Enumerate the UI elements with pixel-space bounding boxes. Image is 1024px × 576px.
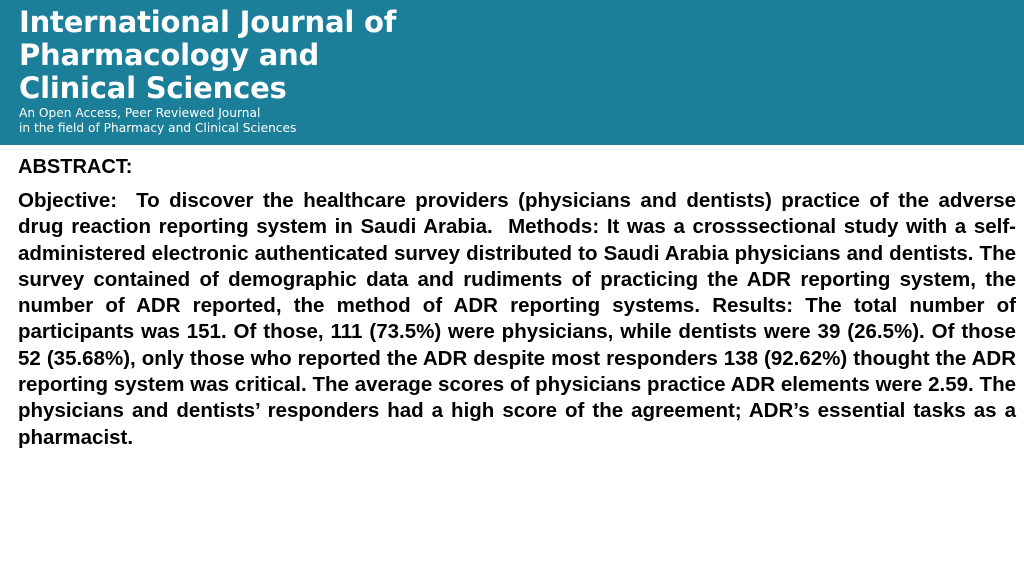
journal-banner: [0, 0, 1024, 145]
results-text: The total number of participants was 151. Of those, 111 (73.5%) were physicians, while dentists were 39 (26.5%). Of those 52 (35.68%), only those who reported the ADR despite most responders 138 (92.62%) thought the ADR reporting system was critical. The average scores of physicians practice ADR elements were 2.59. The physicians and dentists’ responders had a high score of the agreement; ADR’s essential tasks as a pharmacist.: [18, 294, 1017, 449]
journal-title-line-3: Clinical Sciences: [19, 71, 287, 105]
journal-title: [19, 6, 396, 105]
objective-label: Objective:: [18, 189, 118, 212]
methods-text: It was a crosssectional study with a self-administered electronic authenticated survey distributed to Saudi Arabia physicians and dentists. The survey contained of demographic data and rudiments of practicing the ADR reporting system, the number of ADR reported, the method of ADR reporting systems.: [18, 215, 1016, 318]
abstract-heading: ABSTRACT:: [18, 156, 133, 178]
methods-label: Methods:: [508, 215, 600, 239]
journal-subtitle-line-1: An Open Access, Peer Reviewed Journal: [19, 106, 261, 120]
results-label: Results:: [712, 294, 794, 318]
abstract-body: [18, 188, 1016, 451]
objective-text: To discover the healthcare providers (physicians and dentists) practice of the adverse drug reaction reporting system in Saudi Arabia.: [18, 189, 1016, 239]
journal-title-line-1: International Journal of: [19, 5, 397, 39]
journal-title-line-2: Pharmacology and: [19, 38, 320, 72]
journal-subtitle: [19, 106, 296, 136]
journal-subtitle-line-2: in the field of Pharmacy and Clinical Sciences: [19, 121, 297, 135]
abstract-section: [18, 154, 1016, 451]
